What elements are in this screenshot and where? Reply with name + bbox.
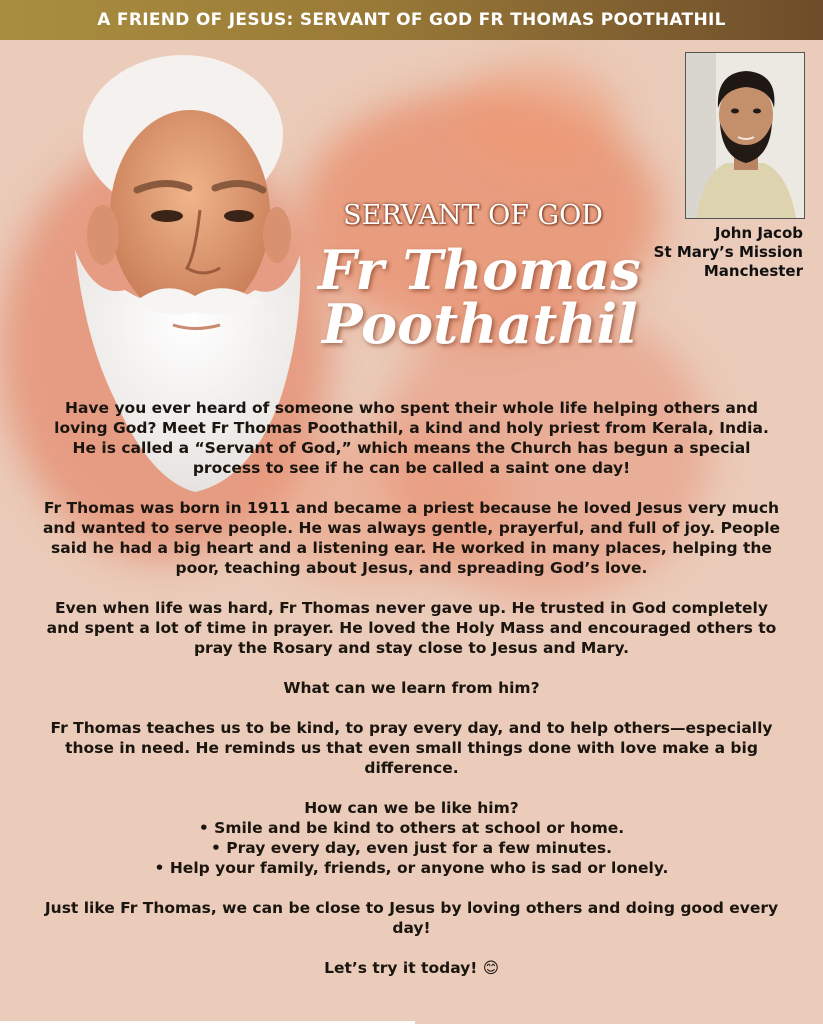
like-heading: How can we be like him?	[304, 799, 519, 817]
watercolor-wash	[460, 60, 620, 170]
article-paragraph: Even when life was hard, Fr Thomas never gave up. He trusted in God completely and spent a lot of time in prayer. He loved the Holy Mass and encouraged others to pray the Rosary and stay close to Jesus and Mary.	[46, 599, 777, 657]
banner-title: A FRIEND OF JESUS: SERVANT OF GOD FR THOMAS POOTHATHIL	[97, 10, 726, 30]
learn-text: Fr Thomas teaches us to be kind, to pray every day, and to help others—especially those in need. He reminds us that even small things done with love make a big difference.	[50, 719, 773, 777]
article-body	[40, 398, 783, 998]
author-organization: St Mary’s Mission	[653, 243, 803, 261]
title-name-line1: Fr Thomas	[318, 238, 641, 302]
article-intro: Have you ever heard of someone who spent their whole life helping others and loving God? Meet Fr Thomas Poothathil, a kind and holy priest from Kerala, India. He is called a “Servant of God,” which means the Church has begun a special process to see if he can be called a saint one day!	[54, 399, 769, 477]
like-section	[40, 798, 783, 878]
article-paragraph: Fr Thomas was born in 1911 and became a priest because he loved Jesus very much and wanted to serve people. He was always gentle, prayerful, and full of joy. People said he had a big heart and a listening ear. He worked in many places, helping the poor, teaching about Jesus, and spreading God’s love.	[42, 499, 781, 577]
call-to-action: Let’s try it today! 😊	[324, 959, 499, 977]
author-photo	[685, 52, 805, 219]
title-subtitle: SERVANT OF GOD	[343, 200, 603, 231]
like-list-item: • Help your family, friends, or anyone who is sad or lonely.	[154, 859, 669, 877]
closing-text: Just like Fr Thomas, we can be close to Jesus by loving others and doing good every day!	[44, 899, 779, 937]
top-banner	[0, 0, 823, 40]
author-name: John Jacob	[714, 224, 803, 242]
title-name-line2: Poothathil	[322, 292, 638, 356]
author-city: Manchester	[703, 262, 803, 280]
like-list-item: • Smile and be kind to others at school or home.	[198, 819, 625, 837]
like-list-item: • Pray every day, even just for a few minutes.	[210, 839, 613, 857]
author-photo-illustration	[686, 53, 804, 218]
learn-heading: What can we learn from him?	[283, 679, 540, 697]
